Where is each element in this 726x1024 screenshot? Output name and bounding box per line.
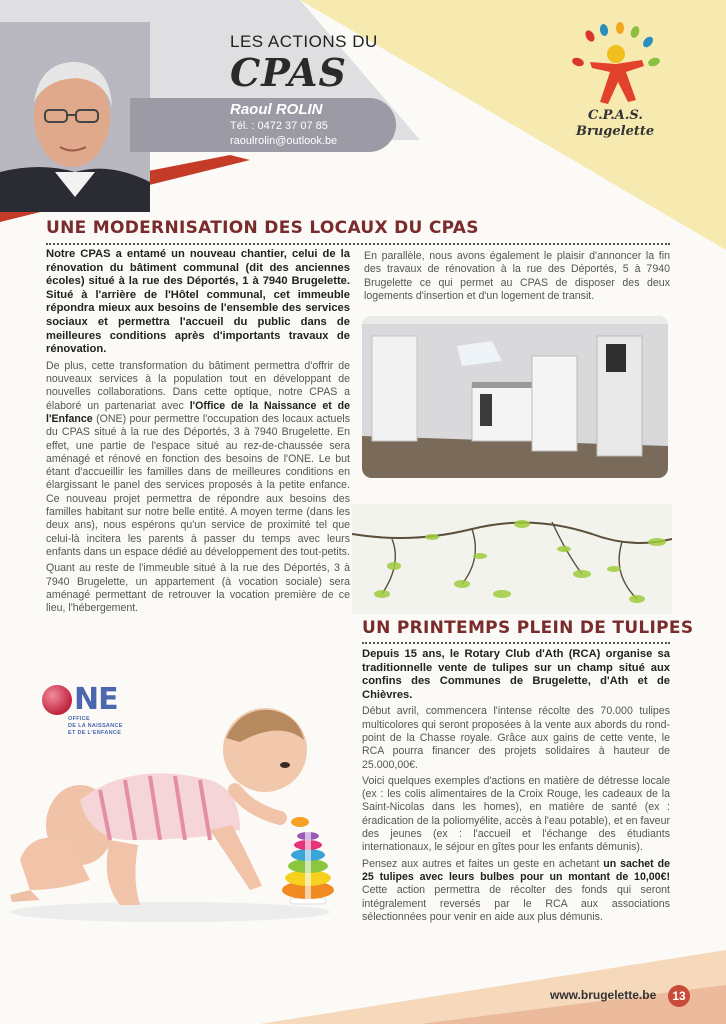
article1-right-column	[364, 250, 670, 306]
article2-column	[362, 648, 670, 927]
article2-divider	[362, 642, 670, 644]
contact-pill	[130, 98, 396, 152]
one-logo-sub3: ET DE L'ENFANCE	[68, 730, 122, 736]
renovated-kitchen-photo	[362, 316, 668, 478]
spring-branches-photo	[352, 504, 672, 614]
article2-lead: Depuis 15 ans, le Rotary Club d'Ath (RCA) organise sa traditionnelle vente de tulipes sur un champ situé aux confins des Communes de Brugelette, d'Ath et de Chièvres.	[362, 648, 670, 701]
page-number: 13	[668, 985, 690, 1007]
article2-paragraph3: Pensez aux autres et faites un geste en achetant un sachet de 25 tulipes avec leurs bulbes pour un montant de 10,00€! Cette action permettra de récolter des fonds qui seront intégralement reversés par le RCA aux associations sélectionnées pour venir en aide aux plus démunis.	[362, 857, 670, 923]
article1-lead: Notre CPAS a entamé un nouveau chantier, celui de la rénovation du bâtiment communal (dit des anciennes écoles) situé à la rue des Déportés, 1 à 7940 Brugelette. Situé à l'arrière de l'Hôtel communal, cet immeuble répondra mieux aux besoins de l'ensemble des services sociaux et permettra l'accueil du public dans de meilleures conditions après d'importants travaux de rénovation.	[46, 248, 350, 356]
article1-divider	[46, 243, 670, 245]
header-title: CPAS	[230, 50, 347, 95]
article1-paragraph2: Quant au reste de l'immeuble situé à la rue des Déportés, 3 à 7940 Brugelette, un appartement (à vocation sociale) sera aménagé permettant de retrouver la vocation première de ce lieu, l'hébergement.	[46, 562, 350, 615]
contact-email: raoulrolin@outlook.be	[230, 135, 338, 147]
cpas-logo-line1: C.P.A.S.	[588, 108, 643, 123]
cpas-logo-icon	[570, 22, 662, 112]
contact-name: Raoul ROLIN	[230, 101, 323, 118]
article1-left-column	[46, 248, 350, 618]
contact-phone: Tél. : 0472 37 07 85	[230, 120, 328, 132]
one-logo-sub2: DE LA NAISSANCE	[68, 723, 123, 729]
article2-title: UN PRINTEMPS PLEIN DE TULIPES	[362, 618, 694, 638]
footer-website: www.brugelette.be	[550, 988, 657, 1002]
baby-with-stacking-rings-photo	[0, 690, 340, 930]
article1-paragraph3: En parallèle, nous avons également le plaisir d'annoncer la fin des travaux de rénovation à la rue des Déportés, 5 à 7940 Brugelette ce qui permet au CPAS de disposer des deux logements d'insertion et d'un logement de transit.	[364, 250, 670, 302]
article2-paragraph1: Début avril, commencera l'intense récolte des 70.000 tulipes multicolores qui seront proposées à la vente aux abords du rond-point de la Chasse royale. Grâce aux gains de cette vente, le RCA pourra financer des projets solidaires à hauteur de 25.000,00€.	[362, 705, 670, 771]
portrait-photo	[0, 22, 150, 212]
article1-paragraph1: De plus, cette transformation du bâtiment permettra d'offrir de nouveaux services à la population tout en développant de nouvelles collaborations. Dans cette optique, notre CPAS a élaboré un partenariat avec l'Office de la Naissance et de l'Enfance (ONE) pour permettre l'occupation des locaux actuels du CPAS situé à la rue des Déportés, 3 à 7940 Brugelette. En effet, une partie de l'espace situé au rez-de-chaussée sera aménagé et rénové en fonction des besoins de l'ONE. Le but étant d'accueillir les familles dans de meilleures conditions en élargissant le panel des services proposés à la petite enfance. Ce nouveau projet permettra de répondre aux besoins des familles habitant sur notre belle entité. A moyen terme (dans les deux ans), nous espérons qu'un service de proximité tel que celui-là incitera les parents à passer du temps avec leurs enfants dans un espace dédié au développement des tout-petits.	[46, 359, 350, 558]
article1-title: UNE MODERNISATION DES LOCAUX DU CPAS	[46, 218, 479, 238]
header-kicker: LES ACTIONS DU	[230, 32, 378, 51]
one-logo-sub1: OFFICE	[68, 716, 90, 722]
one-logo-word: NE	[74, 682, 118, 717]
cpas-logo-line2: Brugelette	[576, 124, 655, 139]
article2-paragraph2: Voici quelques exemples d'actions en matière de détresse locale (ex : les colis alimentaires de la Croix Rouge, les cadeaux de la Saint-Nicolas dans les homes), en matière de santé (ex : éradication de la poliomyélite, accès à l'eau potable), et en faveur des jeunes (ex : l'accueil et l'échange des étudiants internationaux, le séjour en gîtes pour les enfants démunis).	[362, 774, 670, 854]
